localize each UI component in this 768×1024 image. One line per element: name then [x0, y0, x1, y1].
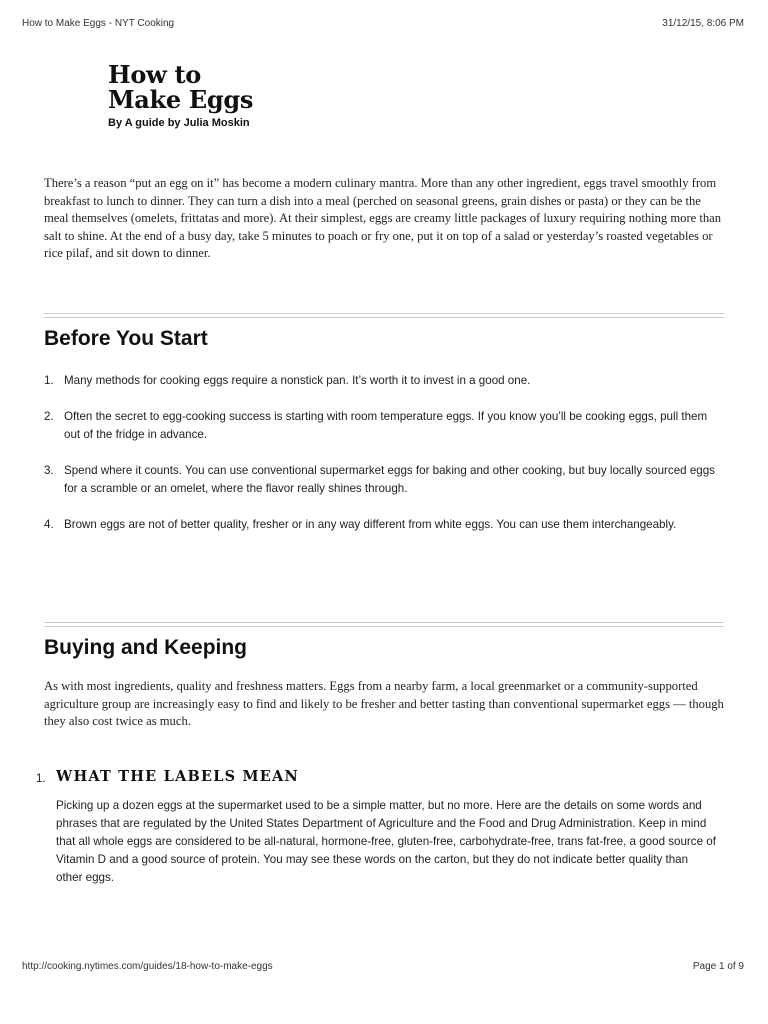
print-header-timestamp: 31/12/15, 8:06 PM: [662, 18, 744, 29]
labels-paragraph: Picking up a dozen eggs at the supermarket used to be a simple matter, but no more. Here are the details on some words and phrases that are regulated by the United States Department of Agriculture and the Food and Drug Administration. Keep in mind that all whole eggs are considered to be all-natural, hormone-free, gluten-free, carbohydrate-free, trans fat-free, a good source of Vitamin D and a good source of protein. You may see these words on the carton, but they do not indicate better quality than other eggs.: [56, 799, 716, 884]
list-item-text: Often the secret to egg-cooking success is starting with room temperature eggs. If you know you’ll be cooking eggs, pull them out of the fridge in advance.: [64, 410, 708, 441]
print-header-title: How to Make Eggs - NYT Cooking: [22, 18, 175, 29]
print-footer-page: Page 1 of 9: [692, 961, 744, 972]
list-item-text: Spend where it counts. You can use conventional supermarket eggs for baking and other cooking, but buy locally sourced eggs for a scramble or an omelet, where the flavor really shines through.: [64, 464, 715, 495]
list-item: [44, 462, 724, 498]
byline: By A guide by Julia Moskin: [108, 117, 250, 129]
list-item-text: Many methods for cooking eggs require a nonstick pan. It’s worth it to invest in a good one.: [64, 374, 531, 387]
guide-title: [108, 62, 253, 112]
print-footer-url: http://cooking.nytimes.com/guides/18-how-to-make-eggs: [22, 961, 273, 972]
buying-and-keeping-heading: Buying and Keeping: [44, 636, 248, 659]
section-divider: [44, 313, 724, 318]
list-item-number: 2.: [44, 410, 54, 423]
list-item: [44, 408, 724, 444]
before-you-start-heading: Before You Start: [44, 327, 208, 350]
list-item-number: 1.: [44, 374, 54, 387]
list-item-number: 4.: [44, 518, 54, 531]
subsection-number: 1.: [36, 772, 46, 785]
list-item-text: Brown eggs are not of better quality, fresher or in any way different from white eggs. You can use them interchangeably.: [64, 518, 677, 531]
before-you-start-list: [44, 372, 724, 534]
list-item-number: 3.: [44, 464, 54, 477]
buying-and-keeping-paragraph: As with most ingredients, quality and freshness matters. Eggs from a nearby farm, a local greenmarket or a community-supported agriculture group are increasingly easy to find and likely to be fresher and better tasting than conventional supermarket eggs — though they also cost twice as much.: [44, 679, 724, 729]
list-item: [44, 372, 724, 390]
intro-paragraph: There’s a reason “put an egg on it” has become a modern culinary mantra. More than any other ingredient, eggs travel smoothly from breakfast to lunch to dinner. They can turn a dish into a meal (perched on seasonal greens, grain dishes or pasta) or they can be the meal themselves (omelets, frittatas and more). At their simplest, eggs are creamy little packages of luxury requiring nothing more than salt to shine. At the end of a busy day, take 5 minutes to poach or fry one, put it on top of a salad or yesterday’s roasted vegetables or rice pilaf, and sit down to dinner.: [44, 176, 722, 261]
list-item: [44, 516, 724, 534]
section-divider: [44, 622, 724, 627]
labels-subheading: WHAT THE LABELS MEAN: [56, 768, 299, 785]
guide-title-line1: How to: [108, 60, 201, 89]
guide-title-line2: Make Eggs: [108, 85, 254, 114]
